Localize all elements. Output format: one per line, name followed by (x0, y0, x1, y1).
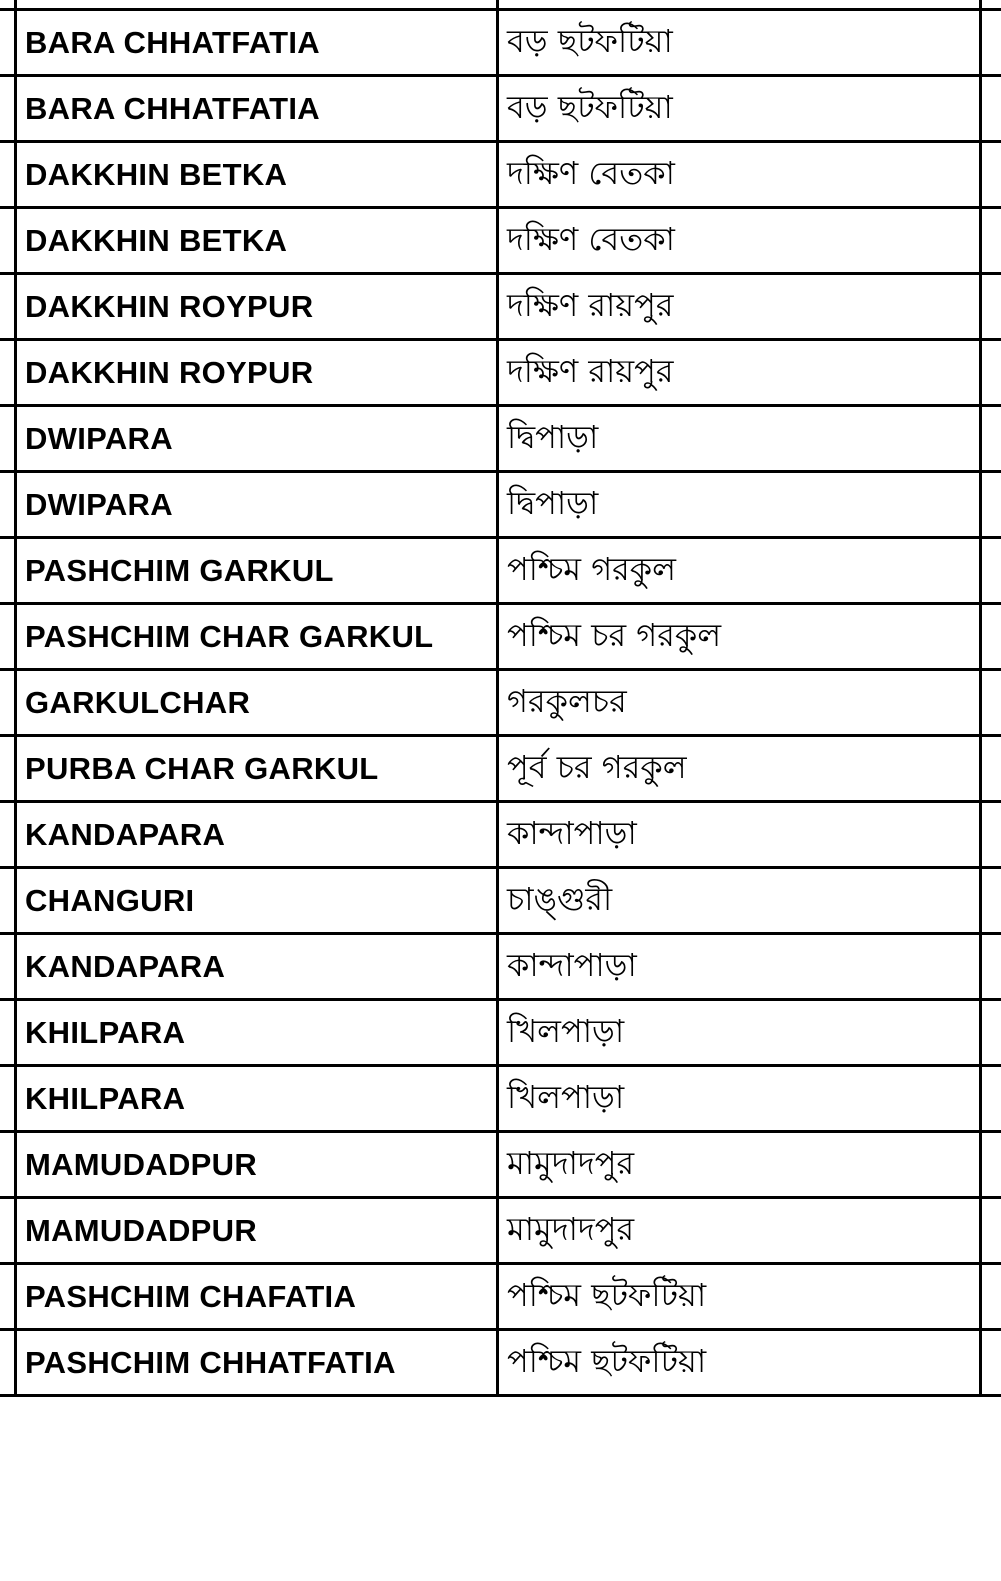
english-name-cell: BARA CHHATFATIA (16, 76, 498, 142)
bengali-name-cell: খিলপাড়া (498, 1000, 981, 1066)
bengali-name-cell: পশ্চিম ছটফটিয়া (498, 1330, 981, 1396)
table-row (16, 1198, 981, 1264)
english-name-cell: GARKULCHAR (16, 670, 498, 736)
row-divider-line (0, 74, 14, 77)
table-row (16, 406, 981, 472)
row-divider-line (0, 206, 14, 209)
table-row (16, 604, 981, 670)
bengali-name-cell: পূর্ব চর গরকুল (498, 736, 981, 802)
bengali-name-cell: দক্ষিণ রায়পুর (498, 340, 981, 406)
english-name-cell: DAKKHIN BETKA (16, 208, 498, 274)
english-name-cell: DAKKHIN ROYPUR (16, 340, 498, 406)
english-name-cell: KANDAPARA (16, 802, 498, 868)
table-body (16, 0, 981, 1396)
table-header-row-cropped (16, 0, 981, 10)
row-divider-line (979, 140, 1001, 143)
row-divider-line (0, 470, 14, 473)
row-divider-line (0, 404, 14, 407)
row-divider-line (979, 74, 1001, 77)
english-name-cell: CHANGURI (16, 868, 498, 934)
table-row (16, 274, 981, 340)
english-name-cell: PASHCHIM CHHATFATIA (16, 1330, 498, 1396)
row-divider-line (0, 1064, 14, 1067)
bengali-name-cell: পশ্চিম ছটফটিয়া (498, 1264, 981, 1330)
row-divider-line (0, 866, 14, 869)
row-divider-line (979, 206, 1001, 209)
row-divider-line (979, 734, 1001, 737)
row-divider-line (979, 1262, 1001, 1265)
row-divider-line (979, 470, 1001, 473)
bengali-name-cell: চাঙ্গুরী (498, 868, 981, 934)
row-divider-line (979, 866, 1001, 869)
table-row (16, 142, 981, 208)
row-divider-line (979, 932, 1001, 935)
table-row (16, 1066, 981, 1132)
table-row (16, 802, 981, 868)
english-header-cell (16, 0, 498, 10)
row-divider-line (979, 1328, 1001, 1331)
row-divider-line (0, 338, 14, 341)
table-row (16, 208, 981, 274)
table-row (16, 1000, 981, 1066)
row-divider-line (0, 602, 14, 605)
row-divider-line (979, 1196, 1001, 1199)
bengali-name-cell: খিলপাড়া (498, 1066, 981, 1132)
row-divider-line (979, 272, 1001, 275)
row-divider-line (0, 1328, 14, 1331)
english-name-cell: PASHCHIM GARKUL (16, 538, 498, 604)
row-divider-line (0, 8, 14, 11)
table-row (16, 538, 981, 604)
english-name-cell: DAKKHIN BETKA (16, 142, 498, 208)
bengali-name-cell: দক্ষিণ বেতকা (498, 208, 981, 274)
row-divider-line (0, 932, 14, 935)
english-name-cell: DWIPARA (16, 406, 498, 472)
english-name-cell: MAMUDADPUR (16, 1198, 498, 1264)
bengali-name-cell: মামুদাদপুর (498, 1132, 981, 1198)
english-name-cell: BARA CHHATFATIA (16, 10, 498, 76)
table-row (16, 736, 981, 802)
bengali-header-cell (498, 0, 981, 10)
table-row (16, 340, 981, 406)
bengali-name-cell: কান্দাপাড়া (498, 802, 981, 868)
row-divider-line (0, 1196, 14, 1199)
row-divider-line (0, 668, 14, 671)
english-name-cell: KHILPARA (16, 1066, 498, 1132)
english-name-cell: PURBA CHAR GARKUL (16, 736, 498, 802)
row-divider-line (979, 800, 1001, 803)
row-divider-line (0, 734, 14, 737)
village-name-table (14, 0, 982, 1397)
row-divider-line (0, 1262, 14, 1265)
row-divider-line (979, 1394, 1001, 1397)
row-divider-line (0, 272, 14, 275)
table-row (16, 934, 981, 1000)
bengali-name-cell: মামুদাদপুর (498, 1198, 981, 1264)
bengali-name-cell: কান্দাপাড়া (498, 934, 981, 1000)
row-divider-line (979, 668, 1001, 671)
row-divider-line (979, 1064, 1001, 1067)
english-name-cell: DAKKHIN ROYPUR (16, 274, 498, 340)
bengali-name-cell: বড় ছটফটিয়া (498, 10, 981, 76)
table-row (16, 10, 981, 76)
english-name-cell: PASHCHIM CHAFATIA (16, 1264, 498, 1330)
row-divider-line (0, 1394, 14, 1397)
bengali-name-cell: দক্ষিণ রায়পুর (498, 274, 981, 340)
row-divider-line (979, 404, 1001, 407)
bengali-name-cell: দ্বিপাড়া (498, 472, 981, 538)
row-divider-line (0, 140, 14, 143)
english-name-cell: KHILPARA (16, 1000, 498, 1066)
outer-left-column-rules (0, 0, 14, 1461)
bengali-name-cell: দ্বিপাড়া (498, 406, 981, 472)
table-row (16, 1132, 981, 1198)
english-name-cell: MAMUDADPUR (16, 1132, 498, 1198)
table-row (16, 1264, 981, 1330)
row-divider-line (979, 8, 1001, 11)
table-row (16, 472, 981, 538)
row-divider-line (979, 338, 1001, 341)
table-row (16, 670, 981, 736)
table-row (16, 1330, 981, 1396)
english-name-cell: KANDAPARA (16, 934, 498, 1000)
bengali-name-cell: পশ্চিম গরকুল (498, 538, 981, 604)
row-divider-line (979, 602, 1001, 605)
bengali-name-cell: পশ্চিম চর গরকুল (498, 604, 981, 670)
table-row (16, 868, 981, 934)
row-divider-line (979, 536, 1001, 539)
row-divider-line (0, 1130, 14, 1133)
row-divider-line (0, 536, 14, 539)
bengali-name-cell: বড় ছটফটিয়া (498, 76, 981, 142)
english-name-cell: PASHCHIM CHAR GARKUL (16, 604, 498, 670)
row-divider-line (0, 998, 14, 1001)
row-divider-line (979, 998, 1001, 1001)
table-row (16, 76, 981, 142)
english-name-cell: DWIPARA (16, 472, 498, 538)
bengali-name-cell: দক্ষিণ বেতকা (498, 142, 981, 208)
outer-right-column-rules (979, 0, 1001, 1461)
row-divider-line (979, 1130, 1001, 1133)
row-divider-line (0, 800, 14, 803)
bengali-name-cell: গরকুলচর (498, 670, 981, 736)
